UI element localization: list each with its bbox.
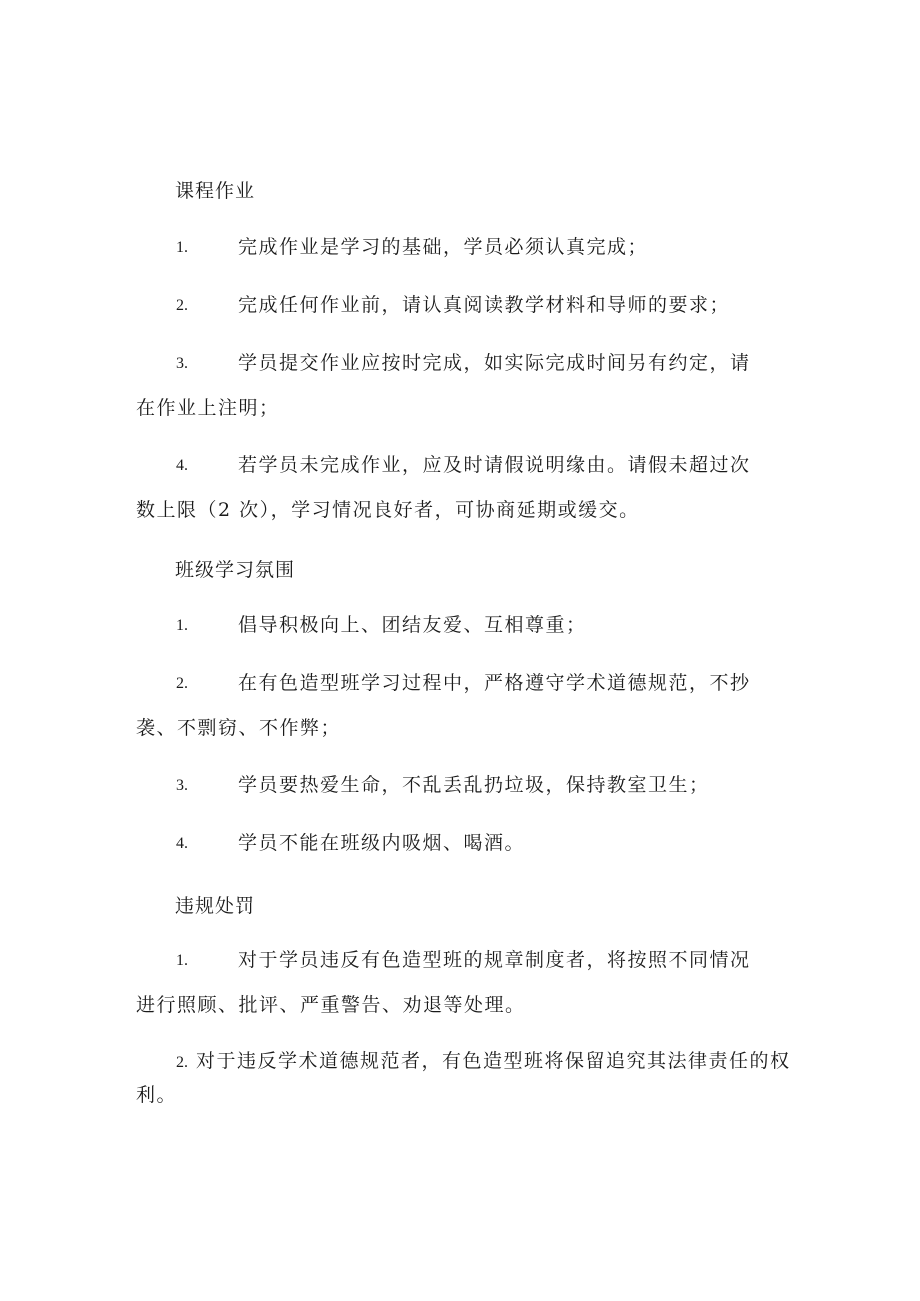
item-text: 对于违反学术道德规范者，有色造型班将保留追究其法律责任的权 — [196, 1050, 791, 1072]
item-text-continued: 利。 — [136, 1084, 178, 1106]
list-item — [136, 231, 796, 264]
item-text-continued: 在作业上注明； — [136, 397, 280, 419]
item-text: 学员要热爱生命，不乱丢乱扔垃圾，保持教室卫生； — [238, 774, 710, 796]
item-text: 在有色造型班学习过程中，严格遵守学术道德规范，不抄 — [238, 672, 751, 694]
list-item — [136, 944, 796, 1022]
item-number: 2. — [176, 297, 188, 314]
item-text-continued: 进行照顾、批评、严重警告、劝退等处理。 — [136, 994, 526, 1016]
list-item — [136, 667, 796, 745]
list-item — [136, 347, 796, 425]
item-text: 学员不能在班级内吸烟、喝酒。 — [238, 832, 526, 854]
item-text-continued: 袭、不剽窃、不作弊； — [136, 717, 342, 739]
item-number: 1. — [176, 952, 188, 969]
list-item — [136, 449, 796, 527]
item-number: 2. — [176, 1054, 188, 1071]
item-number: 2. — [176, 675, 188, 692]
item-text: 若学员未完成作业，应及时请假说明缘由。请假未超过次 — [238, 454, 751, 476]
item-number: 1. — [176, 617, 188, 634]
list-item — [136, 609, 796, 642]
section-heading-penalties: 违规处罚 — [175, 895, 256, 917]
list-item — [136, 769, 796, 802]
item-number: 4. — [176, 457, 188, 474]
list-item — [136, 1045, 796, 1112]
item-text: 学员提交作业应按时完成，如实际完成时间另有约定，请 — [238, 352, 751, 374]
item-text: 倡导积极向上、团结友爱、互相尊重； — [238, 614, 587, 636]
section-heading-class-atmosphere: 班级学习氛围 — [175, 559, 296, 581]
list-item — [136, 289, 796, 322]
item-number: 1. — [176, 239, 188, 256]
list-item — [136, 827, 796, 860]
item-text: 对于学员违反有色造型班的规章制度者，将按照不同情况 — [238, 949, 751, 971]
item-number: 3. — [176, 355, 188, 372]
item-text: 完成作业是学习的基础，学员必须认真完成； — [238, 236, 649, 258]
item-number: 4. — [176, 835, 188, 852]
item-line — [136, 1045, 796, 1079]
item-text-continued: 数上限（2 次），学习情况良好者，可协商延期或缓交。 — [136, 499, 640, 521]
item-number: 3. — [176, 777, 188, 794]
item-text: 完成任何作业前，请认真阅读教学材料和导师的要求； — [238, 294, 731, 316]
section-heading-coursework: 课程作业 — [175, 180, 256, 202]
